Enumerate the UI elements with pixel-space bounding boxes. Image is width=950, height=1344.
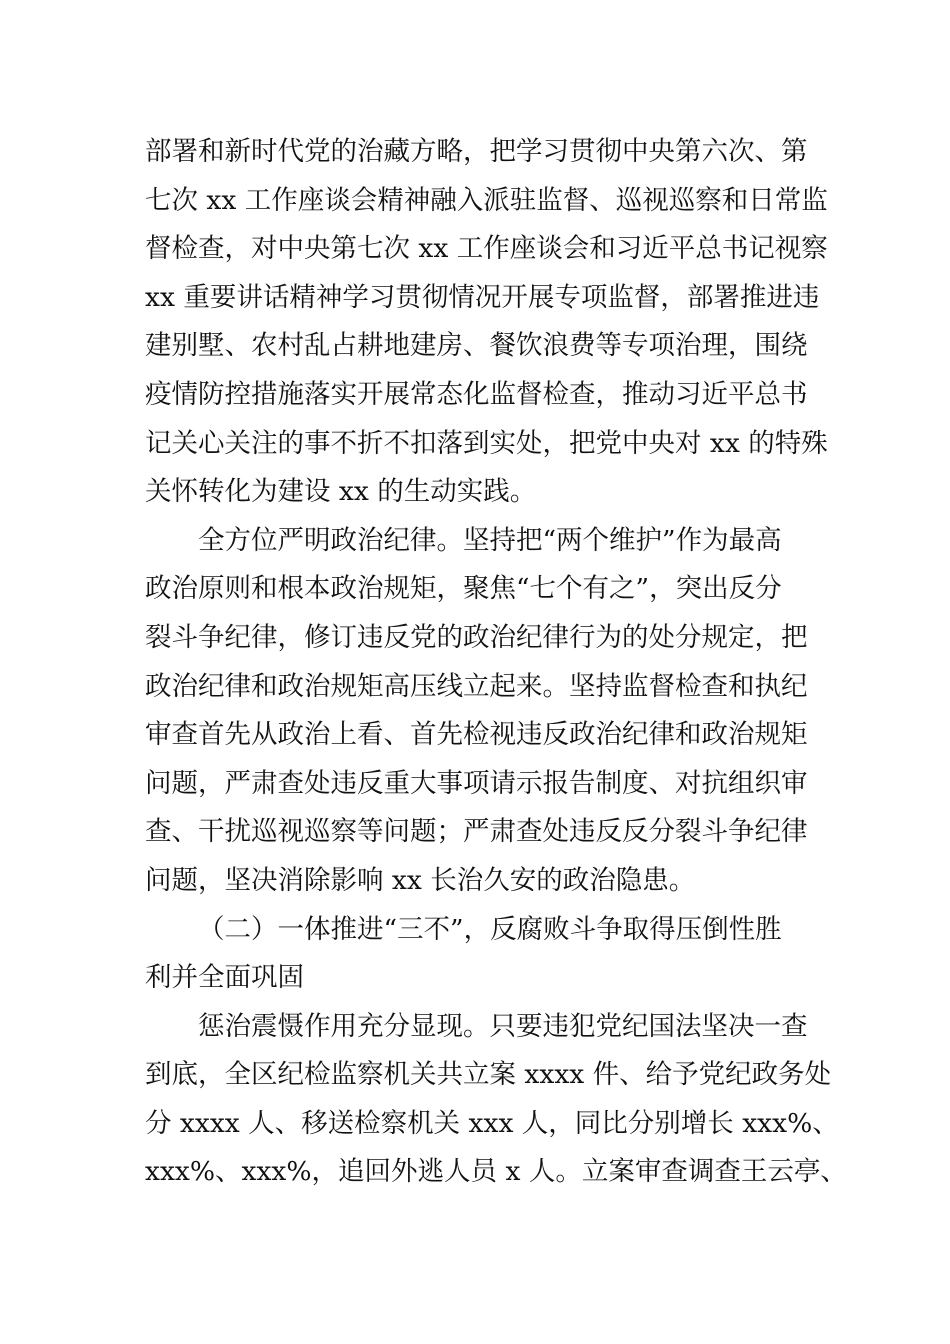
paragraph-heading-deterrence: 惩治震慑作用充分显现。只要违犯党纪国法坚决一查 bbox=[198, 1010, 808, 1042]
text-line-22: xxx%、xxx%，追回外逃人员 x 人。立案审查调查王云亭、 bbox=[145, 1156, 847, 1188]
text-line-20: 到底，全区纪检监察机关共立案 xxxx 件、给予党纪政务处 bbox=[145, 1059, 832, 1091]
text-line-13: 审查首先从政治上看、首先检视违反政治纪律和政治规矩 bbox=[145, 719, 808, 751]
text-line-2: 七次 xx 工作座谈会精神融入派驻监督、巡视巡察和日常监 bbox=[145, 184, 828, 216]
text-line-4: xx 重要讲话精神学习贯彻情况开展专项监督，部署推进违 bbox=[145, 281, 820, 313]
section-heading-2-cont: 利并全面巩固 bbox=[145, 962, 304, 994]
text-line-21: 分 xxxx 人、移送检察机关 xxx 人，同比分别增长 xxx%、 bbox=[145, 1107, 839, 1139]
text-line-6: 疫情防控措施落实开展常态化监督检查，推动习近平总书 bbox=[145, 378, 808, 410]
text-line-5: 建别墅、农村乱占耕地建房、餐饮浪费等专项治理，围绕 bbox=[145, 330, 808, 362]
paragraph-heading-political-discipline: 全方位严明政治纪律。坚持把“两个维护”作为最高 bbox=[198, 524, 782, 556]
text-line-7: 记关心关注的事不折不扣落到实处，把党中央对 xx 的特殊 bbox=[145, 427, 828, 459]
section-heading-2: （二）一体推进“三不”，反腐败斗争取得压倒性胜 bbox=[198, 913, 782, 945]
body-text bbox=[145, 128, 847, 1197]
text-line-16: 问题，坚决消除影响 xx 长治久安的政治隐患。 bbox=[145, 864, 696, 896]
text-line-3: 督检查，对中央第七次 xx 工作座谈会和习近平总书记视察 bbox=[145, 233, 828, 265]
text-line-10: 政治原则和根本政治规矩，聚焦“七个有之”，突出反分 bbox=[145, 573, 782, 605]
text-line-1: 部署和新时代党的治藏方略，把学习贯彻中央第六次、第 bbox=[145, 136, 808, 167]
text-line-11: 裂斗争纪律，修订违反党的政治纪律行为的处分规定，把 bbox=[145, 621, 808, 653]
text-line-12: 政治纪律和政治规矩高压线立起来。坚持监督检查和执纪 bbox=[145, 670, 808, 702]
text-line-15: 查、干扰巡视巡察等问题；严肃查处违反反分裂斗争纪律 bbox=[145, 816, 808, 848]
text-line-8: 关怀转化为建设 xx 的生动实践。 bbox=[145, 476, 537, 508]
text-line-14: 问题，严肃查处违反重大事项请示报告制度、对抗组织审 bbox=[145, 767, 808, 799]
